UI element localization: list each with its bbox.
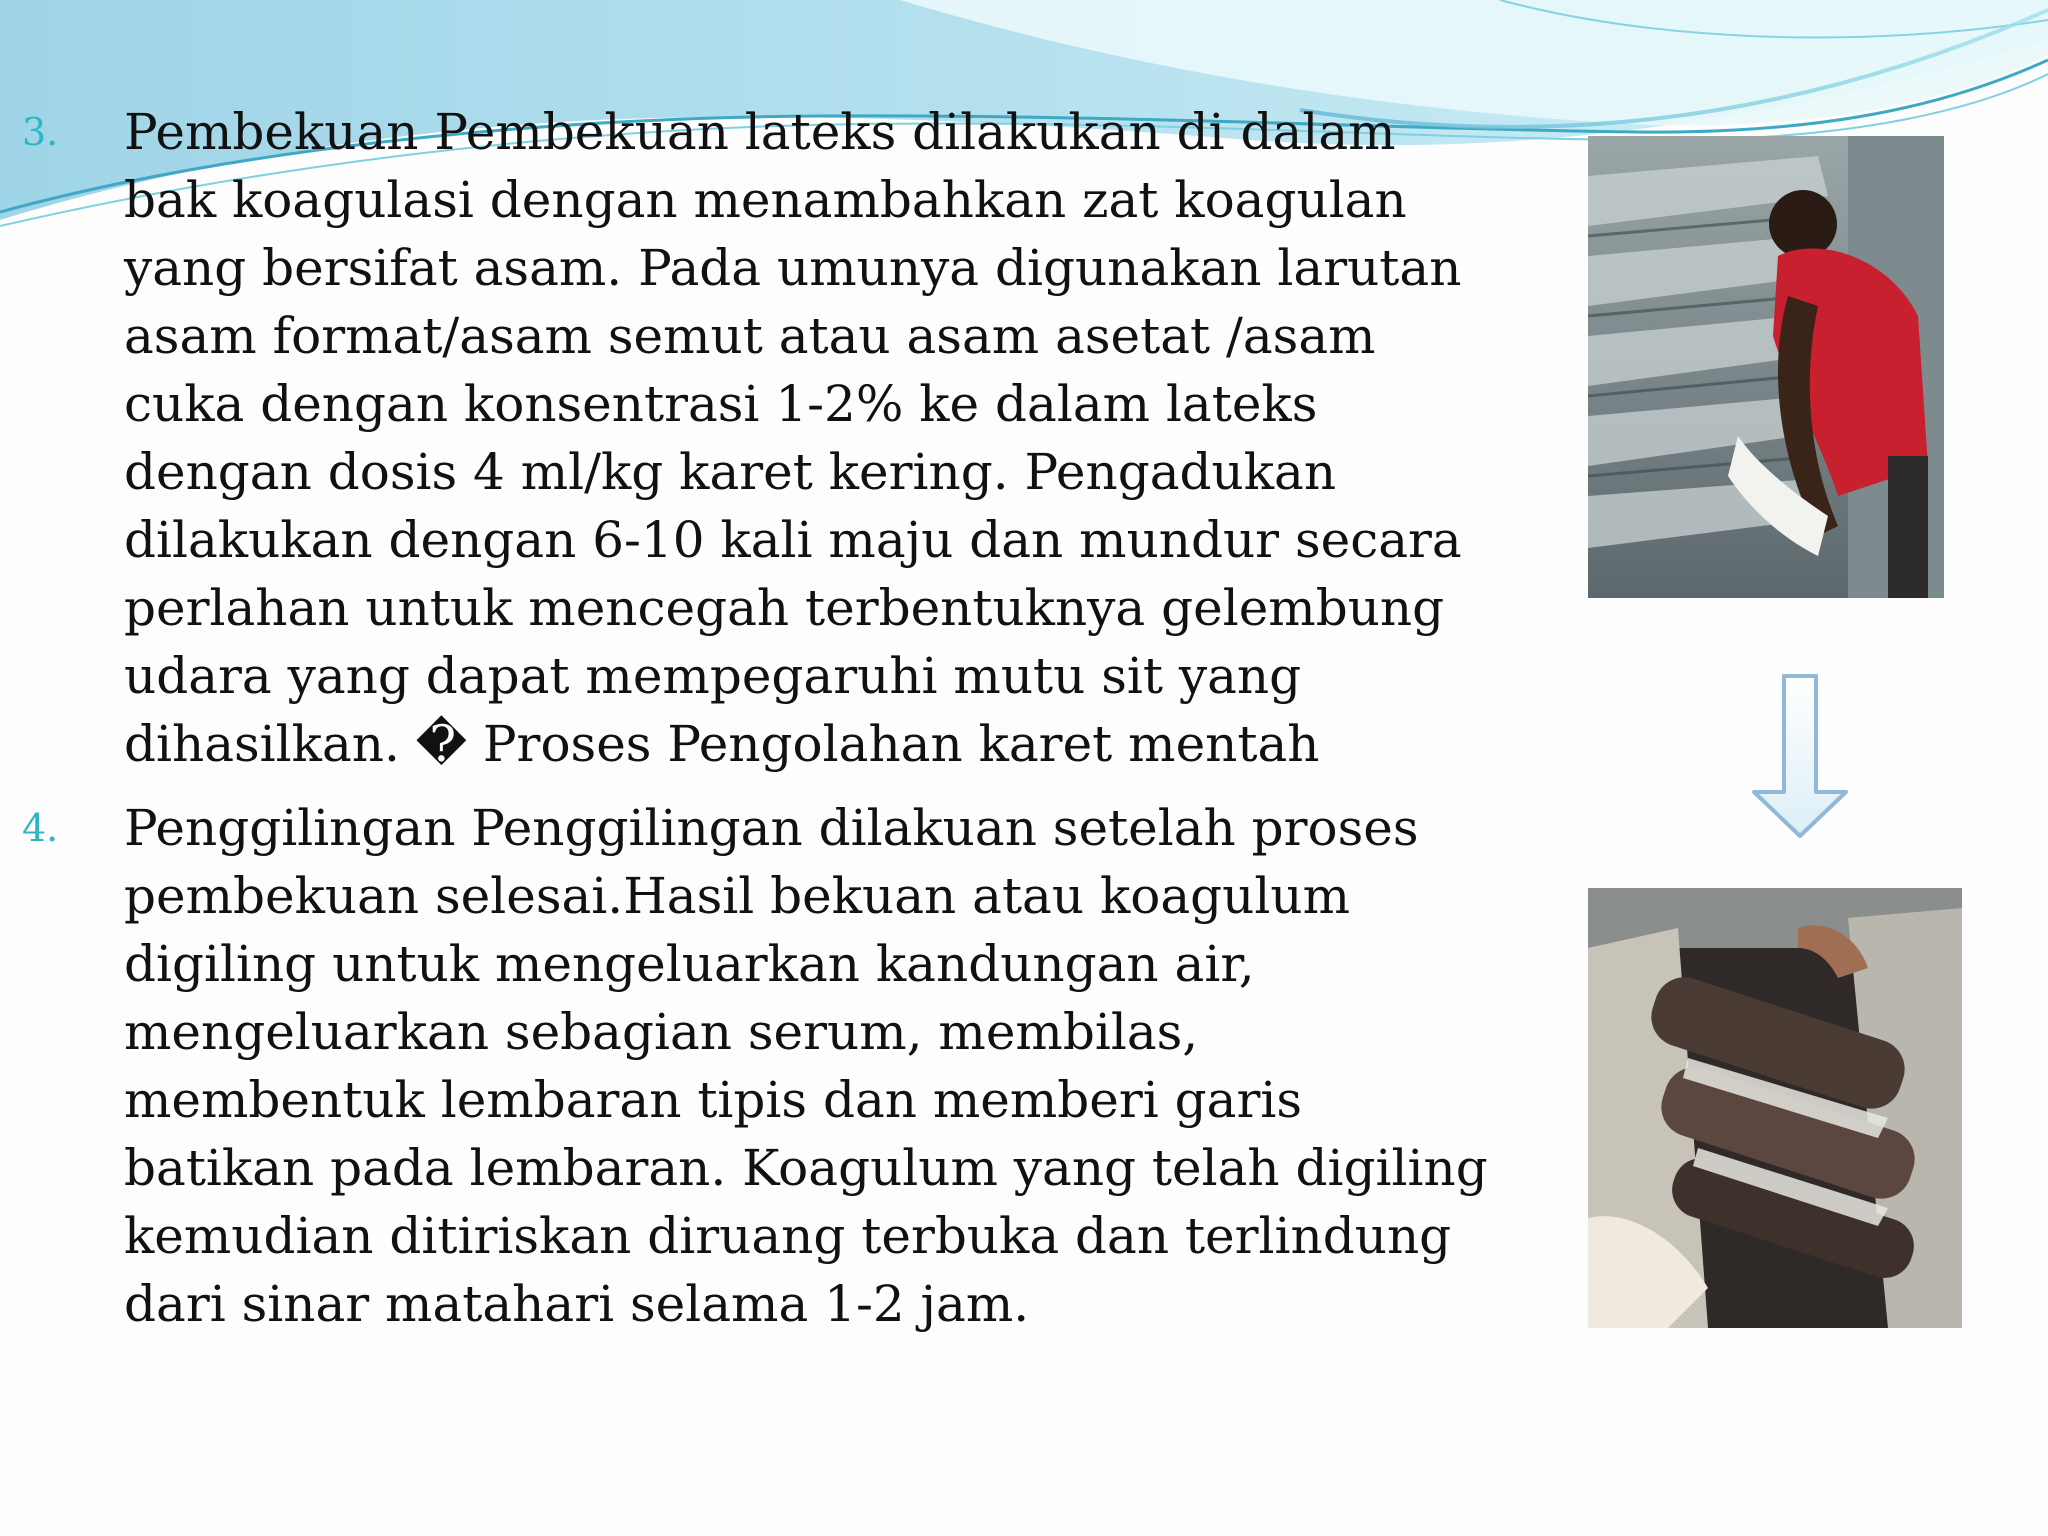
- list-item-3: [0, 98, 1490, 778]
- list-item-text: Pembekuan Pembekuan lateks dilakukan di dalam bak koagulasi dengan menambahkan zat koagulan yang bersifat asam. Pada umunya digunakan larutan asam format/asam semut atau asam asetat /asam cuka dengan konsentrasi 1-2% ke dalam lateks dengan dosis 4 ml/kg karet kering. Pengadukan dilakukan dengan 6-10 kali maju dan mundur secara perlahan untuk mencegah terbentuknya gelembung udara yang dapat mempegaruhi mutu sit yang dihasilkan. � Proses Pengolahan karet mentah: [124, 103, 1462, 773]
- list-item-text: Penggilingan Penggilingan dilakuan setelah proses pembekuan selesai.Hasil bekuan atau koagulum digiling untuk mengeluarkan kandungan air, mengeluarkan sebagian serum, membilas, membentuk lembaran tipis dan memberi garis batikan pada lembaran. Koagulum yang telah digiling kemudian ditiriskan diruang terbuka dan terlindung dari sinar matahari selama 1-2 jam.: [124, 799, 1488, 1333]
- photo-coagulation-tank: [1588, 136, 1944, 598]
- photo-rolling-mill: [1588, 888, 1962, 1328]
- list-number: 3.: [22, 110, 59, 154]
- content-list: [0, 98, 1490, 1354]
- list-number: 4.: [22, 806, 59, 850]
- arrow-down-icon: [1748, 672, 1852, 842]
- list-item-4: [0, 794, 1490, 1338]
